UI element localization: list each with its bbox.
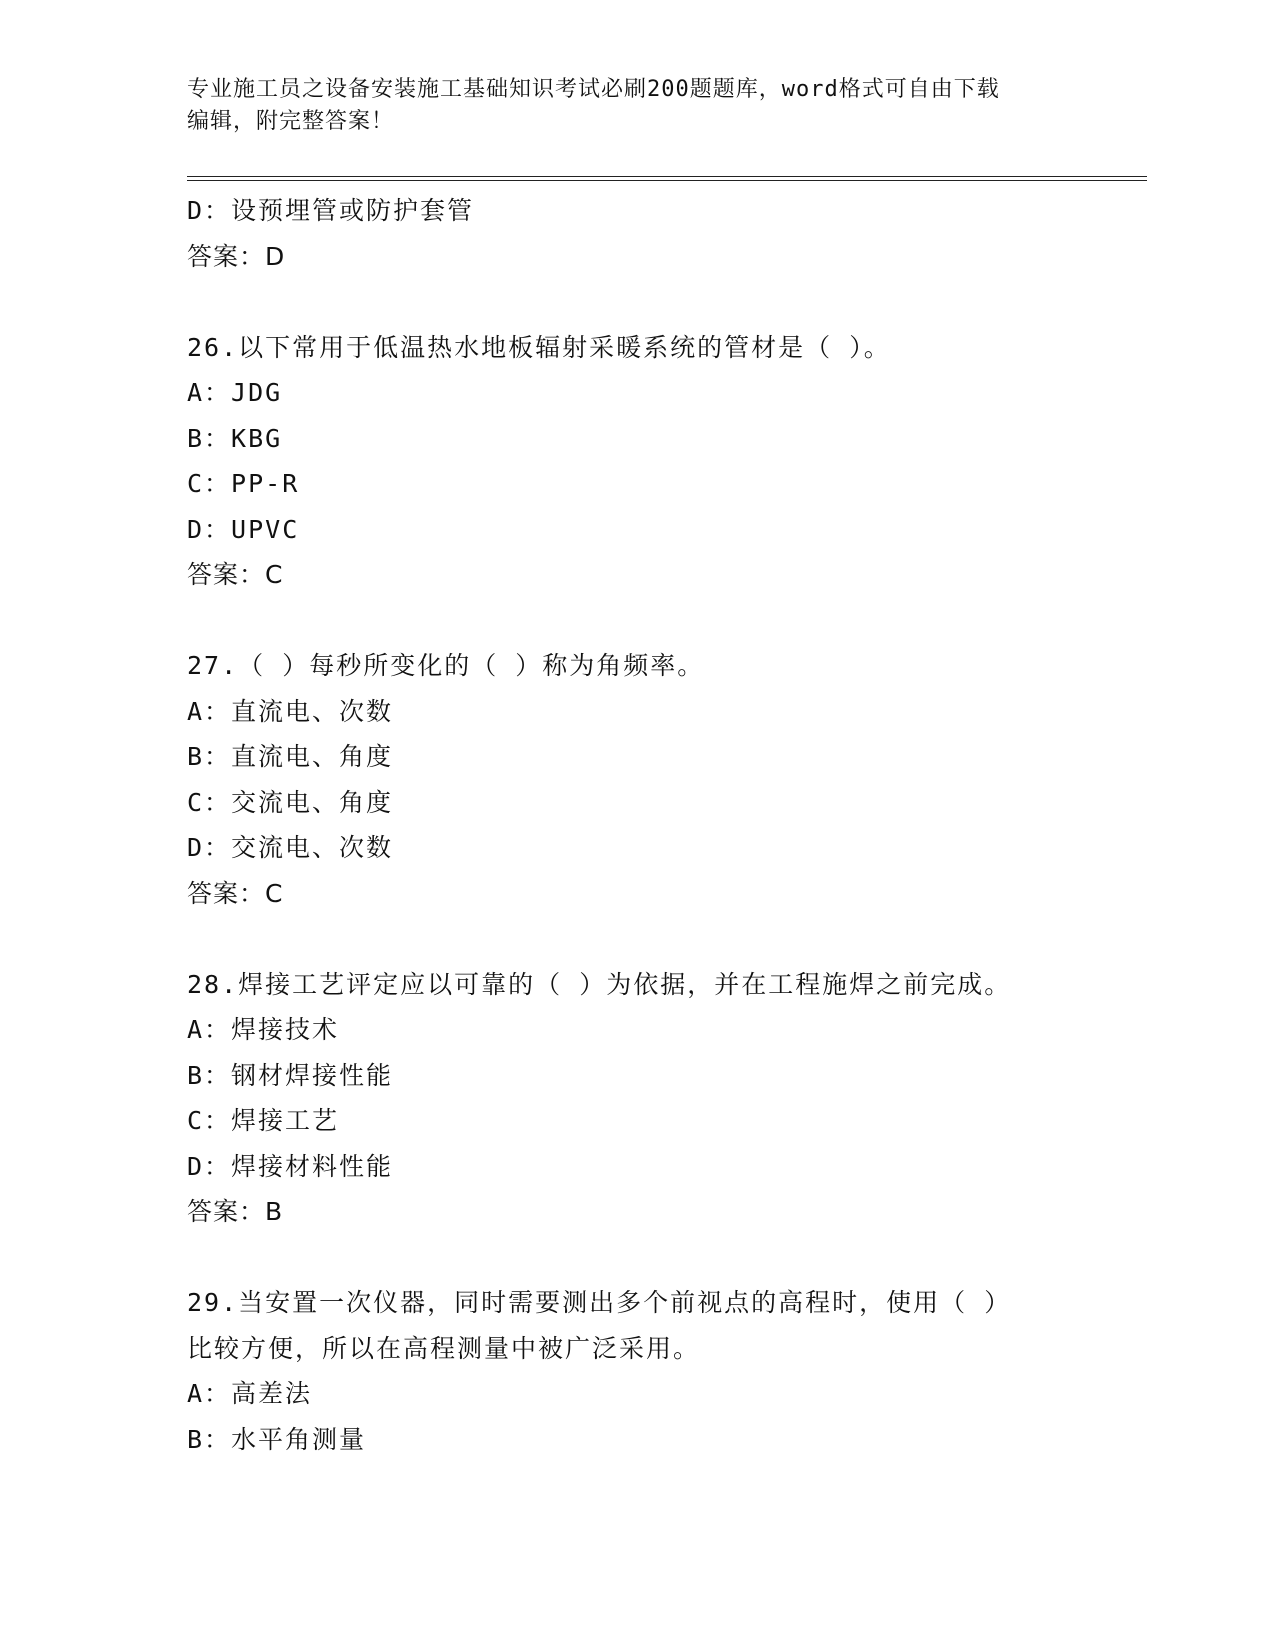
spacer [187, 916, 1147, 962]
question-text: 28.焊接工艺评定应以可靠的（ ）为依据，并在工程施焊之前完成。 [187, 969, 1012, 999]
answer-line: 答案：C [187, 560, 284, 589]
option-d: D：设预埋管或防护套管 [187, 196, 475, 225]
document-page [187, 0, 1147, 1650]
option-a: A：JDG [187, 378, 283, 407]
option-b: B：KBG [187, 423, 283, 453]
option-a: A：直流电、次数 [187, 696, 394, 726]
question-25-tail [187, 188, 1147, 279]
answer-line: 答案：B [187, 1197, 284, 1226]
question-text-line-2: 比较方便，所以在高程测量中被广泛采用。 [187, 1333, 701, 1363]
question-27 [187, 643, 1147, 916]
header-title-line-2: 编辑，附完整答案！ [187, 109, 395, 134]
spacer [187, 1235, 1147, 1281]
option-b: B：水平角测量 [187, 1424, 367, 1454]
option-c: C：焊接工艺 [187, 1106, 340, 1135]
question-text-line-1: 29.当安置一次仪器，同时需要测出多个前视点的高程时，使用（ ） [187, 1288, 1012, 1317]
question-26 [187, 325, 1147, 598]
spacer [187, 279, 1147, 325]
question-text: 26.以下常用于低温热水地板辐射采暖系统的管材是（ ）。 [187, 332, 891, 362]
question-text: 27.（ ）每秒所变化的（ ）称为角频率。 [187, 651, 705, 680]
option-d: D：UPVC [187, 514, 300, 544]
option-d: D：交流电、次数 [187, 833, 394, 862]
option-b: B：直流电、角度 [187, 742, 394, 771]
question-28 [187, 962, 1147, 1235]
question-29 [187, 1280, 1147, 1462]
document-header [187, 74, 1067, 138]
option-a: A：焊接技术 [187, 1015, 340, 1044]
option-c: C：PP-R [187, 469, 300, 498]
option-d: D：焊接材料性能 [187, 1151, 394, 1181]
question-list [187, 188, 1147, 1462]
header-title-line-1: 专业施工员之设备安装施工基础知识考试必刷200题题库，word格式可自由下载 [187, 77, 1000, 102]
option-b: B：钢材焊接性能 [187, 1060, 394, 1090]
spacer [187, 598, 1147, 644]
header-double-rule [187, 176, 1147, 181]
option-a: A：高差法 [187, 1379, 313, 1408]
answer-line: 答案：D [187, 241, 286, 271]
answer-line: 答案：C [187, 878, 284, 908]
option-c: C：交流电、角度 [187, 787, 394, 817]
